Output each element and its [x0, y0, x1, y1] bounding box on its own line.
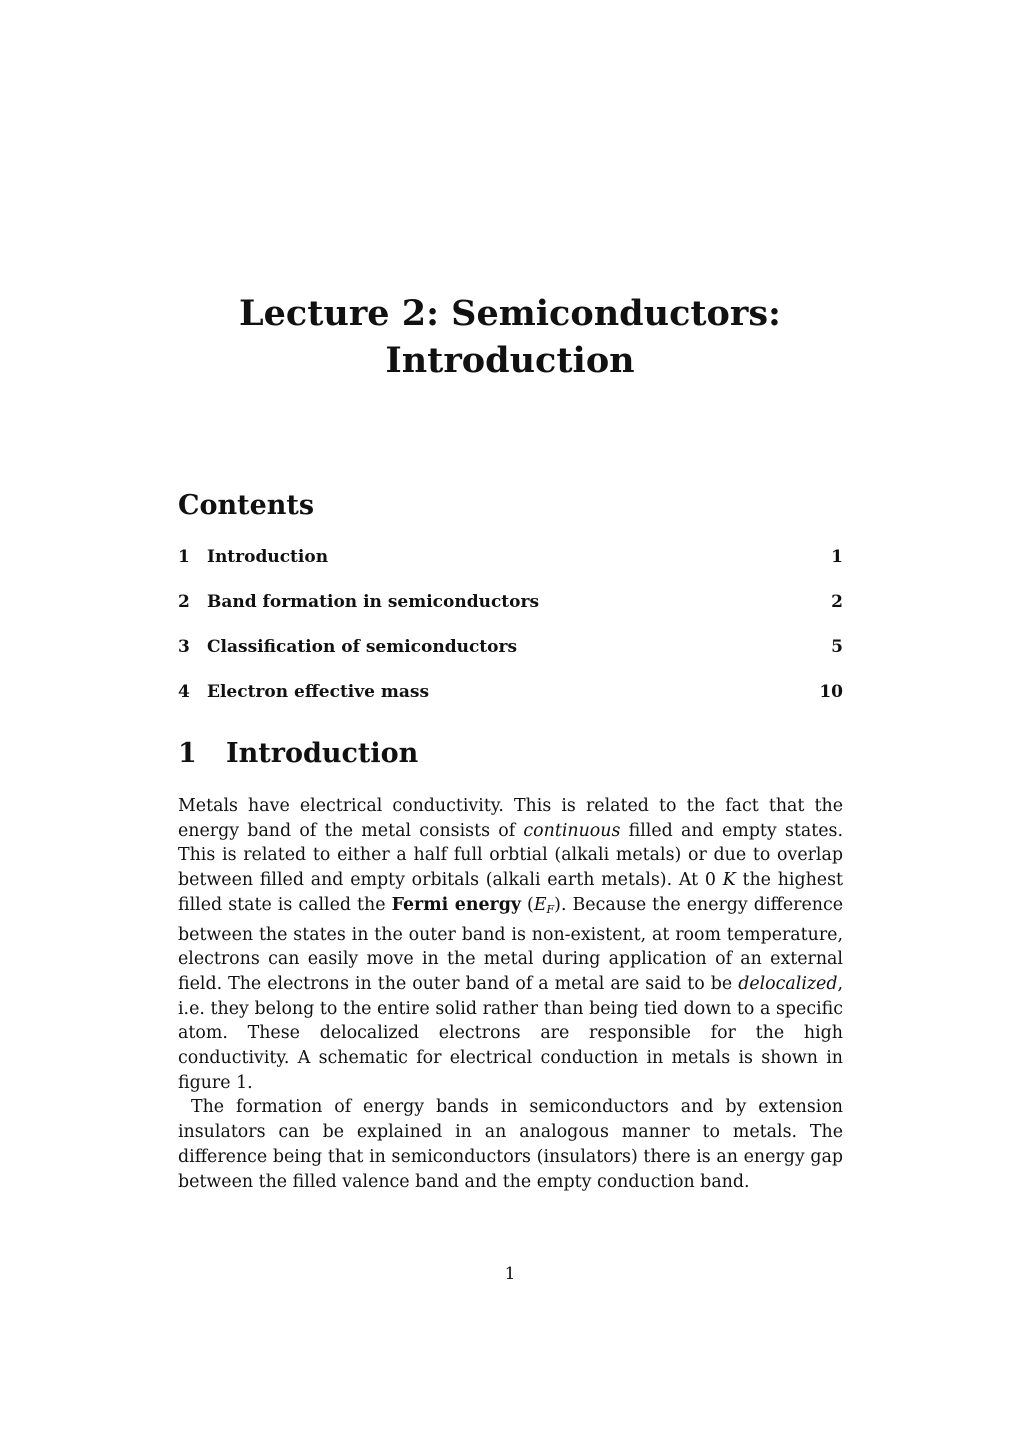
subscript-text: F	[546, 902, 555, 916]
unit-kelvin: K	[722, 870, 736, 891]
section-number: 1	[178, 738, 197, 769]
paragraph-2: The formation of energy bands in semiconductors and by extension insulators can be explained in an analogous manner to metals. The difference being that in semiconductors (insulators) there is an energy gap between the filled valence band and the empty conduction band.	[178, 1097, 843, 1192]
text-run: ). Because the energy difference between the states in the outer band is non-existent, at room temperature, electrons can easily move in the metal during application of an external field. The electrons in the outer band of a metal are said to be	[178, 894, 843, 994]
emphasis-continuous: continuous	[523, 820, 621, 841]
toc-entry-title: Introduction	[207, 547, 329, 567]
section-1-heading	[178, 738, 418, 769]
section-1-body	[178, 794, 843, 1194]
toc-entry-page: 2	[831, 592, 843, 612]
toc-entry-page: 1	[831, 547, 843, 567]
toc-entry-number: 3	[178, 637, 190, 657]
paragraph-1	[178, 794, 843, 1095]
toc-entry-title: Classification of semiconductors	[207, 637, 518, 657]
text-run: (	[520, 894, 534, 915]
text-run: filled and empty states. This is related to either a half full orbtial (alkali metals) or due to overlap between filled and empty orbitals (alkali earth metals). At 0	[178, 820, 844, 891]
title-line-1: Lecture 2: Semiconductors:	[239, 293, 781, 334]
table-of-contents	[178, 544, 843, 724]
toc-entry-number: 4	[178, 682, 190, 702]
text-run: the highest filled state is called the	[178, 870, 843, 915]
toc-entry-title: Band formation in semiconductors	[207, 592, 540, 612]
toc-entry-number: 2	[178, 592, 190, 612]
toc-entry-number: 1	[178, 547, 190, 567]
document-title	[0, 290, 1020, 384]
text-run: , i.e. they belong to the entire solid rather than being tied down to a specific atom. These delocalized electrons are responsible for the high conductivity. A schematic for electrical conduction in metals is shown in figure 1.	[178, 973, 843, 1093]
text-run: Metals have electrical conductivity. This is related to the fact that the energy band of the metal consists of	[178, 796, 843, 841]
title-line-2: Introduction	[385, 340, 635, 381]
page-number: 1	[504, 1264, 516, 1284]
toc-entry-page: 5	[831, 637, 843, 657]
symbol-e: E	[533, 894, 547, 915]
term-fermi-energy: Fermi energy	[391, 894, 521, 915]
toc-entry-effective-mass[interactable]	[178, 679, 843, 705]
toc-entry-introduction[interactable]	[178, 544, 843, 570]
toc-entry-band-formation[interactable]	[178, 589, 843, 615]
section-title: Introduction	[226, 738, 419, 769]
contents-heading: Contents	[178, 490, 315, 521]
toc-entry-classification[interactable]	[178, 634, 843, 660]
toc-entry-title: Electron effective mass	[207, 682, 430, 702]
emphasis-delocalized: delocalized	[738, 973, 838, 994]
toc-entry-page: 10	[819, 682, 843, 702]
